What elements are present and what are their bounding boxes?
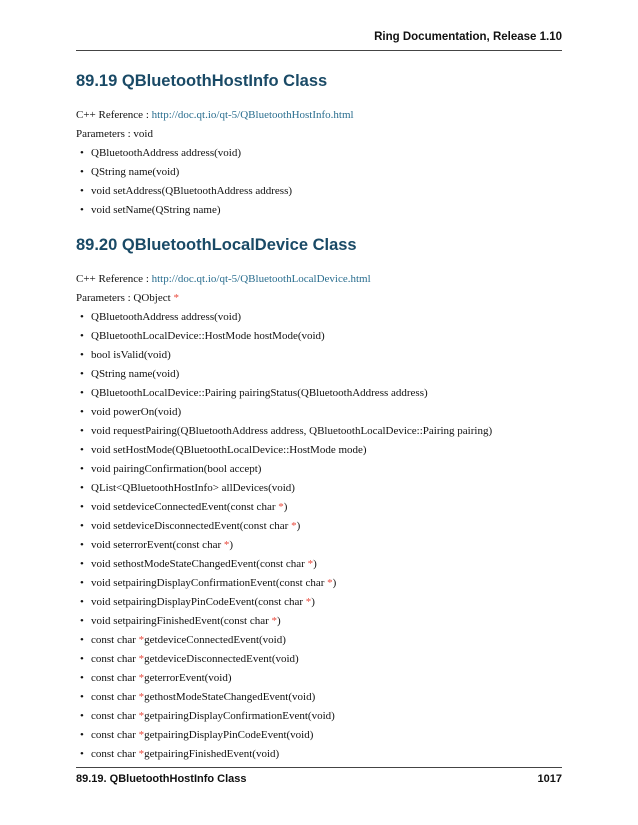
footer-section-title: 89.19. QBluetoothHostInfo Class [76,773,247,785]
item-text: const char [91,634,139,646]
cpp-reference-localdevice [76,273,371,285]
item-text: void requestPairing(QBluetoothAddress address, QBluetoothLocalDevice::Pairing pairing) [91,425,493,437]
list-item: • QBluetoothAddress address(void) [91,147,241,159]
list-item: • QString name(void) [91,166,179,178]
list-item [91,672,232,684]
list-item [91,691,315,703]
list-item: • void setAddress(QBluetoothAddress address) [91,185,292,197]
list-item [91,710,335,722]
footer-divider [76,767,562,768]
item-text: void setpairingDisplayPinCodeEvent(const char [91,596,306,608]
list-item [91,596,315,608]
list-item [91,748,279,760]
section-title-localdevice: 89.20 QBluetoothLocalDevice Class [76,236,357,254]
item-text: const char [91,729,139,741]
pointer-star: * [271,615,278,627]
list-item [91,444,367,456]
item-text-after: ) [313,558,317,570]
item-text: void setHostMode(QBluetoothLocalDevice::HostMode mode) [91,444,367,456]
cpp-reference-hostinfo [76,109,354,121]
list-item [91,406,181,418]
item-text: QBluetoothAddress address(void) [91,311,242,323]
list-item [91,577,336,589]
item-text: QBluetoothLocalDevice::HostMode hostMode(void) [91,330,325,342]
item-text-after: getdeviceConnectedEvent(void) [144,634,286,646]
item-text: bool isValid(void) [91,349,171,361]
list-item [91,368,179,380]
list-item [91,463,261,475]
running-header: Ring Documentation, Release 1.10 [374,31,562,43]
page-number: 1017 [537,773,562,785]
list-item [91,634,286,646]
list-item [91,520,300,532]
item-text: void pairingConfirmation(bool accept) [91,463,262,475]
item-text: const char [91,653,139,665]
pointer-star: * [305,596,312,608]
item-text-after: ) [332,577,337,589]
item-text-after: ) [296,520,301,532]
pointer-star: * [138,729,145,741]
parameters-hostinfo: Parameters : void [76,128,153,140]
pointer-star: * [327,577,333,589]
item-text: QList<QBluetoothHostInfo> allDevices(void) [91,482,295,494]
item-text: void sethostModeStateChangedEvent(const char [91,558,308,570]
pointer-star: * [307,558,314,570]
item-text-after: getdeviceDisconnectedEvent(void) [144,653,299,665]
section-title-hostinfo: 89.19 QBluetoothHostInfo Class [76,72,328,90]
reference-label: C++ Reference : [76,273,152,285]
list-item: • void setName(QString name) [91,204,221,216]
reference-label: C++ Reference : [76,109,152,121]
list-item [91,729,313,741]
item-text-after: ) [283,501,288,513]
list-item [91,349,171,361]
item-text: const char [91,710,139,722]
item-text: const char [91,691,139,703]
pointer-star: * [138,710,145,722]
item-text-after: gethostModeStateChangedEvent(void) [144,691,316,703]
list-item [91,311,241,323]
header-divider [76,50,562,51]
list-item [91,558,317,570]
pointer-star: * [173,292,179,304]
item-text: const char [91,748,139,760]
reference-link-localdevice[interactable]: http://doc.qt.io/qt-5/QBluetoothLocalDevice.html [151,273,371,285]
pointer-star: * [278,501,284,513]
item-text: QString name(void) [91,368,180,380]
pointer-star: * [138,653,145,665]
pointer-star: * [291,520,297,532]
item-text-after: ) [229,539,234,551]
pointer-star: * [138,634,145,646]
item-text-after: geterrorEvent(void) [144,672,232,684]
item-text: void powerOn(void) [91,406,182,418]
parameters-localdevice [76,292,179,304]
item-text-after: getpairingDisplayConfirmationEvent(void) [144,710,335,722]
list-item [91,501,287,513]
list-item [91,387,428,399]
list-item [91,330,325,342]
list-item [91,482,295,494]
pointer-star: * [138,691,145,703]
parameters-text: Parameters : QObject [76,292,174,304]
pointer-star: * [138,748,145,760]
pointer-star: * [138,672,145,684]
reference-link-hostinfo[interactable]: http://doc.qt.io/qt-5/QBluetoothHostInfo.html [151,109,354,121]
list-item [91,539,233,551]
item-text-after: ) [311,596,315,608]
list-item [91,615,281,627]
item-text: QBluetoothLocalDevice::Pairing pairingStatus(QBluetoothAddress address) [91,387,428,399]
item-text: void setpairingDisplayConfirmationEvent(const char [91,577,328,589]
item-text-after: getpairingFinishedEvent(void) [144,748,280,760]
item-text-after: getpairingDisplayPinCodeEvent(void) [144,729,314,741]
item-text: void setdeviceDisconnectedEvent(const char [91,520,292,532]
item-text: void setdeviceConnectedEvent(const char [91,501,279,513]
item-text-after: ) [277,615,281,627]
list-item [91,653,299,665]
item-text: const char [91,672,139,684]
item-text: void seterrorEvent(const char [91,539,224,551]
item-text: void setpairingFinishedEvent(const char [91,615,272,627]
pointer-star: * [223,539,230,551]
list-item [91,425,492,437]
